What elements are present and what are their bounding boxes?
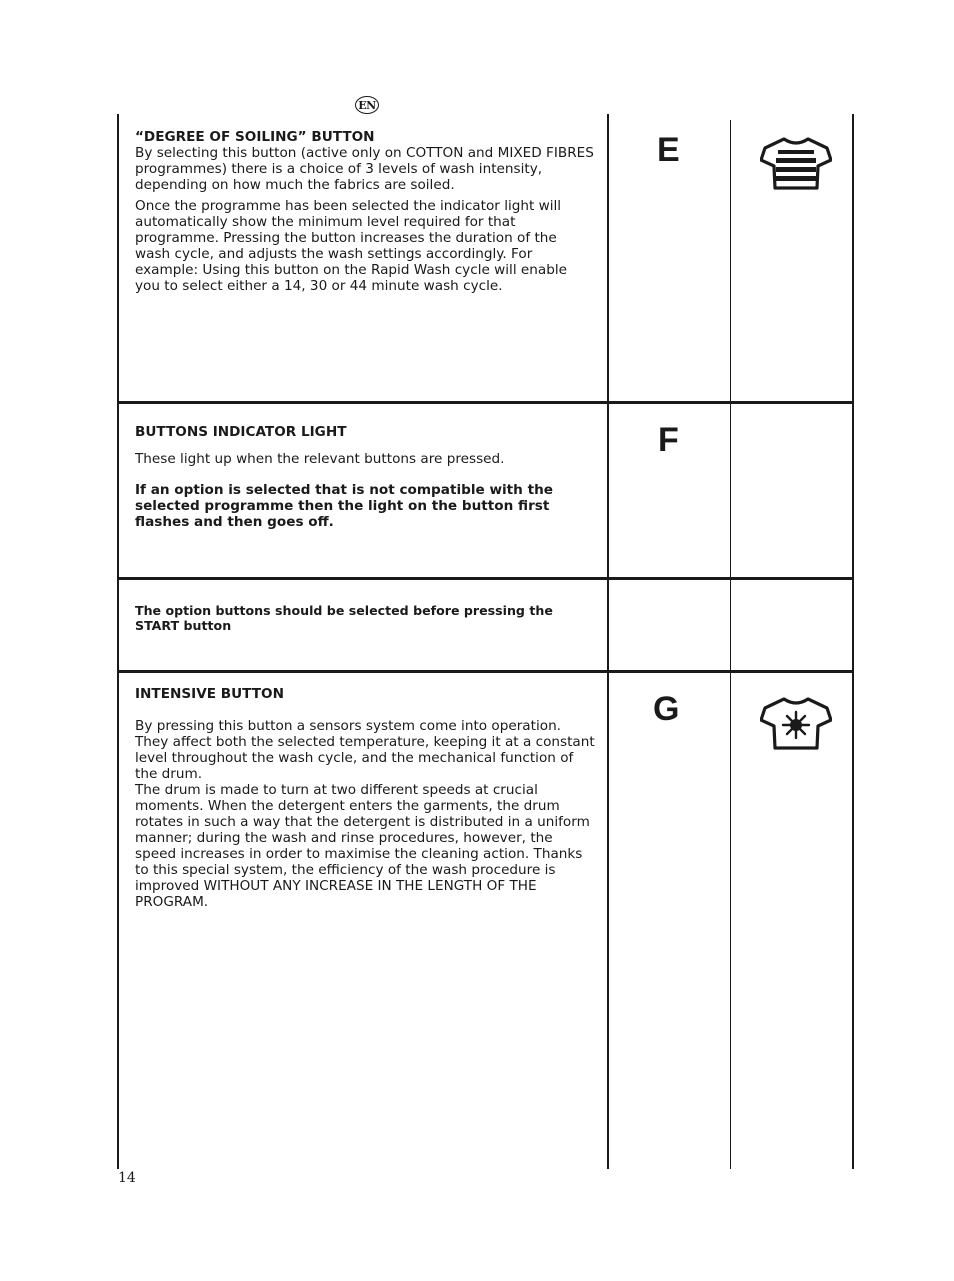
section-e-text — [135, 129, 595, 294]
stained-tshirt-icon — [760, 695, 832, 757]
striped-tshirt-icon — [760, 135, 832, 197]
option-buttons-note-text: The option buttons should be selected before pressing the START button — [135, 603, 553, 633]
section-e-paragraph-2: Once the programme has been selected the indicator light will automatically show the minimum level required for that programme. Pressing the button increases the duration of the wash cycle, and adjusts the wash settings accordingly. For example: Using this button on the Rapid Wash cycle will enable you to select either a 14, 30 or 44 minute wash cycle. — [135, 198, 568, 294]
section-g-text — [135, 686, 595, 910]
section-g-letter: G — [653, 690, 680, 728]
table-divider-text-letter — [607, 114, 609, 1169]
section-g-paragraph-1: By pressing this button a sensors system come into operation. They affect both the selected temperature, keeping it at a constant level throughout the wash cycle, and the mechanical function of the drum. — [135, 718, 595, 782]
row-separator-1 — [118, 401, 854, 404]
section-f-paragraph-1: These light up when the relevant buttons are pressed. — [135, 451, 505, 467]
table-right-border — [852, 114, 854, 1169]
section-g-title: INTENSIVE BUTTON — [135, 686, 284, 702]
section-f-warning: If an option is selected that is not compatible with the selected programme then the light on the button first flashes and then goes off. — [135, 482, 553, 530]
section-f-title: BUTTONS INDICATOR LIGHT — [135, 424, 347, 440]
table-left-border — [117, 114, 119, 1169]
row-separator-2 — [118, 577, 854, 580]
row-separator-3 — [118, 670, 854, 673]
section-e-title: “DEGREE OF SOILING” BUTTON — [135, 129, 375, 145]
section-f-text — [135, 424, 595, 530]
section-f-letter: F — [658, 421, 679, 459]
section-e-paragraph-1: By selecting this button (active only on COTTON and MIXED FIBRES programmes) there is a choice of 3 levels of wash intensity, depending on how much the fabrics are soiled. — [135, 145, 594, 193]
section-g-paragraph-2: The drum is made to turn at two different speeds at crucial moments. When the detergent enters the garments, the drum rotates in such a way that the detergent is distributed in a uniform manner; during the wash and rinse procedures, however, the speed increases in order to maximise the cleaning action. Thanks to this special system, the efficiency of the wash procedure is improved WITHOUT ANY INCREASE IN THE LENGTH OF THE PROGRAM. — [135, 782, 590, 910]
table-divider-letter-icon — [730, 120, 731, 1169]
page-number: 14 — [118, 1170, 136, 1186]
option-buttons-note — [135, 603, 595, 633]
section-e-letter: E — [657, 131, 680, 169]
language-badge: EN — [355, 96, 379, 114]
